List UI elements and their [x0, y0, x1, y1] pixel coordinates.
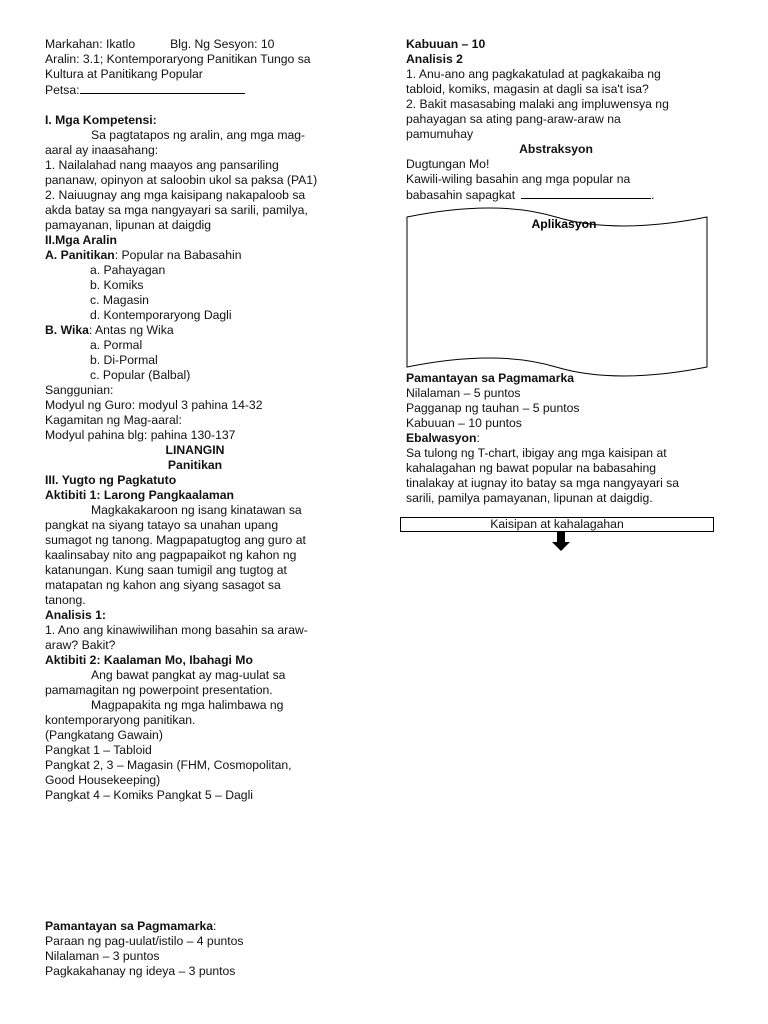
panitikan-line: [45, 248, 345, 263]
aralin-heading: II.Mga Aralin: [45, 233, 118, 247]
pamantayan-right-item: Kabuuan – 10 puntos: [406, 416, 522, 430]
aktibiti1-line: sumagot ng tanong. Magpapatugtog ang guro at: [45, 533, 306, 547]
ebalwasyon-heading: Ebalwasyon: [406, 431, 477, 445]
dugtungan-text: Dugtungan Mo!: [406, 157, 490, 171]
panitikan-item: c. Magasin: [90, 293, 149, 307]
pamantayan-left-heading: Pamantayan sa Pagmamarka: [45, 919, 214, 933]
pamantayan-left-item: Pagkakahanay ng ideya – 3 puntos: [45, 964, 236, 978]
panitikan-item: b. Komiks: [90, 278, 144, 292]
kompetensi-heading: I. Mga Kompetensi:: [45, 113, 157, 127]
ebalwasyon-text-line: Sa tulong ng T-chart, ibigay ang mga kaisipan at: [406, 446, 667, 460]
ebalwasyon-colon: :: [476, 431, 480, 445]
pamantayan-right-item: Nilalaman – 5 puntos: [406, 386, 521, 400]
panitikan-item: a. Pahayagan: [90, 263, 166, 277]
aktibiti1-line: pangkat na siyang tatayo sa unahan upang: [45, 518, 279, 532]
panitikan-label: A. Panitikan: [45, 248, 115, 262]
ebalwasyon-text-line: sarili, pamilya pamayanan, lipunan at daigdig.: [406, 491, 653, 505]
wika-item: a. Pormal: [90, 338, 143, 352]
kagamitan-label: Kagamitan ng Mag-aaral:: [45, 413, 182, 427]
aktibiti1-line: katanungan. Kung saan tumigil ang tugtog at: [45, 563, 287, 577]
kawili-line-2-text: babasahin sapagkat: [406, 188, 516, 202]
aktibiti1-heading: Aktibiti 1: Larong Pangkaalaman: [45, 488, 234, 502]
kompetensi-item: pananaw, opinyon at saloobin ukol sa paksa (PA1): [45, 173, 318, 187]
analisis1-line: 1. Ano ang kinawiwilihan mong basahin sa araw-: [45, 623, 308, 637]
aktibiti1-line: Magkakakaroon ng isang kinatawan sa: [91, 503, 302, 517]
aplikasyon-wave-box: [406, 207, 708, 377]
wika-line: [45, 323, 345, 338]
kawili-blank: [521, 187, 651, 199]
aktibiti2-line: Pangkat 2, 3 – Magasin (FHM, Cosmopolitan,: [45, 758, 292, 772]
aktibiti2-line: (Pangkatang Gawain): [45, 728, 163, 742]
aralin-line-2: Kultura at Panitikang Popular: [45, 67, 203, 81]
down-arrow-icon: [552, 532, 570, 552]
pamantayan-right-heading: Pamantayan sa Pagmamarka: [406, 371, 575, 385]
ebalwasyon-line: [406, 431, 706, 446]
left-column: [45, 37, 345, 803]
sanggunian-label: Sanggunian:: [45, 383, 114, 397]
analisis2-line: 2. Bakit masasabing malaki ang impluwensya ng: [406, 97, 669, 111]
aktibiti2-line: Pangkat 4 – Komiks Pangkat 5 – Dagli: [45, 788, 253, 802]
aktibiti1-line: tanong.: [45, 593, 86, 607]
ebalwasyon-text-line: kahalagahan ng bawat popular na babasahing: [406, 461, 657, 475]
pamantayan-left-item: Paraan ng pag-uulat/istilo – 4 puntos: [45, 934, 244, 948]
kompetensi-item: pamayanan, lipunan at daigdig: [45, 218, 212, 232]
header-line: [45, 37, 345, 52]
analisis1-heading: Analisis 1:: [45, 608, 106, 622]
sesyon-text: Blg. Ng Sesyon: 10: [170, 37, 275, 51]
aktibiti2-line: Pangkat 1 – Tabloid: [45, 743, 152, 757]
panitikan-item: d. Kontemporaryong Dagli: [90, 308, 232, 322]
kawili-line-1: Kawili-wiling basahin ang mga popular na: [406, 172, 631, 186]
aktibiti2-heading: Aktibiti 2: Kaalaman Mo, Ibahagi Mo: [45, 653, 253, 667]
kawili-period: .: [651, 188, 655, 202]
panitikan-text: : Popular na Babasahin: [114, 248, 242, 262]
linangin-title: LINANGIN: [165, 443, 225, 457]
yugto-heading: III. Yugto ng Pagkatuto: [45, 473, 177, 487]
wika-label: B. Wika: [45, 323, 89, 337]
kompetensi-item: akda batay sa mga nangyayari sa sarili, pamilya,: [45, 203, 308, 217]
analisis2-line: pahayagan sa ating pang-araw-araw na: [406, 112, 621, 126]
modyul-guro-text: Modyul ng Guro: modyul 3 pahina 14-32: [45, 398, 263, 412]
pamantayan-right-item: Pagganap ng tauhan – 5 puntos: [406, 401, 580, 415]
analisis2-heading: Analisis 2: [406, 52, 463, 66]
kompetensi-item: 1. Nailalahad nang maayos ang pansariling: [45, 158, 279, 172]
aktibiti2-line: pamamagitan ng powerpoint presentation.: [45, 683, 273, 697]
aktibiti2-line: kontemporaryong panitikan.: [45, 713, 196, 727]
kabuuan-top: Kabuuan – 10: [406, 37, 486, 51]
modyul-pahina-text: Modyul pahina blg: pahina 130-137: [45, 428, 236, 442]
wika-item: b. Di-Pormal: [90, 353, 158, 367]
petsa-line: [45, 82, 345, 98]
aktibiti1-line: matapatan ng kahon ang siyang sasagot sa: [45, 578, 281, 592]
right-column: [406, 37, 706, 506]
tchart-label: Kaisipan at kahalagahan: [490, 517, 624, 531]
petsa-label: Petsa:: [45, 83, 80, 97]
petsa-blank: [80, 82, 245, 94]
analisis2-line: pamumuhay: [406, 127, 474, 141]
kompetensi-item: 2. Naiuugnay ang mga kaisipang nakapaloob sa: [45, 188, 306, 202]
wika-text: : Antas ng Wika: [88, 323, 174, 337]
pamantayan-left-heading-line: [45, 919, 365, 934]
analisis2-line: tabloid, komiks, magasin at dagli sa isa't isa?: [406, 82, 649, 96]
analisis2-line: 1. Anu-ano ang pagkakatulad at pagkakaiba ng: [406, 67, 661, 81]
pamantayan-left-colon: :: [213, 919, 217, 933]
aralin-line-1: Aralin: 3.1; Kontemporaryong Panitikan Tungo sa: [45, 52, 311, 66]
kompetensi-intro-2: aaral ay inaasahang:: [45, 143, 159, 157]
analisis1-line: araw? Bakit?: [45, 638, 116, 652]
aktibiti2-line: Ang bawat pangkat ay mag-uulat sa: [91, 668, 286, 682]
pamantayan-left-section: [45, 919, 365, 979]
markahan-text: Markahan: Ikatlo: [45, 37, 136, 51]
linangin-subtitle: Panitikan: [167, 458, 223, 472]
wika-item: c. Popular (Balbal): [90, 368, 191, 382]
tchart-header-box: [400, 517, 714, 532]
kawili-line-2: [406, 187, 706, 203]
pamantayan-left-item: Nilalaman – 3 puntos: [45, 949, 160, 963]
ebalwasyon-text-line: tinalakay at iugnay ito batay sa mga nangyayari sa: [406, 476, 680, 490]
aktibiti2-line: Magpapakita ng mga halimbawa ng: [91, 698, 284, 712]
abstraksyon-heading: Abstraksyon: [519, 142, 593, 156]
aktibiti2-line: Good Housekeeping): [45, 773, 161, 787]
aplikasyon-label: Aplikasyon: [531, 217, 597, 231]
aktibiti1-line: kaalinsabay nito ang pagpapaikot ng kahon ng: [45, 548, 297, 562]
kompetensi-intro-1: Sa pagtatapos ng aralin, ang mga mag-: [91, 128, 306, 142]
